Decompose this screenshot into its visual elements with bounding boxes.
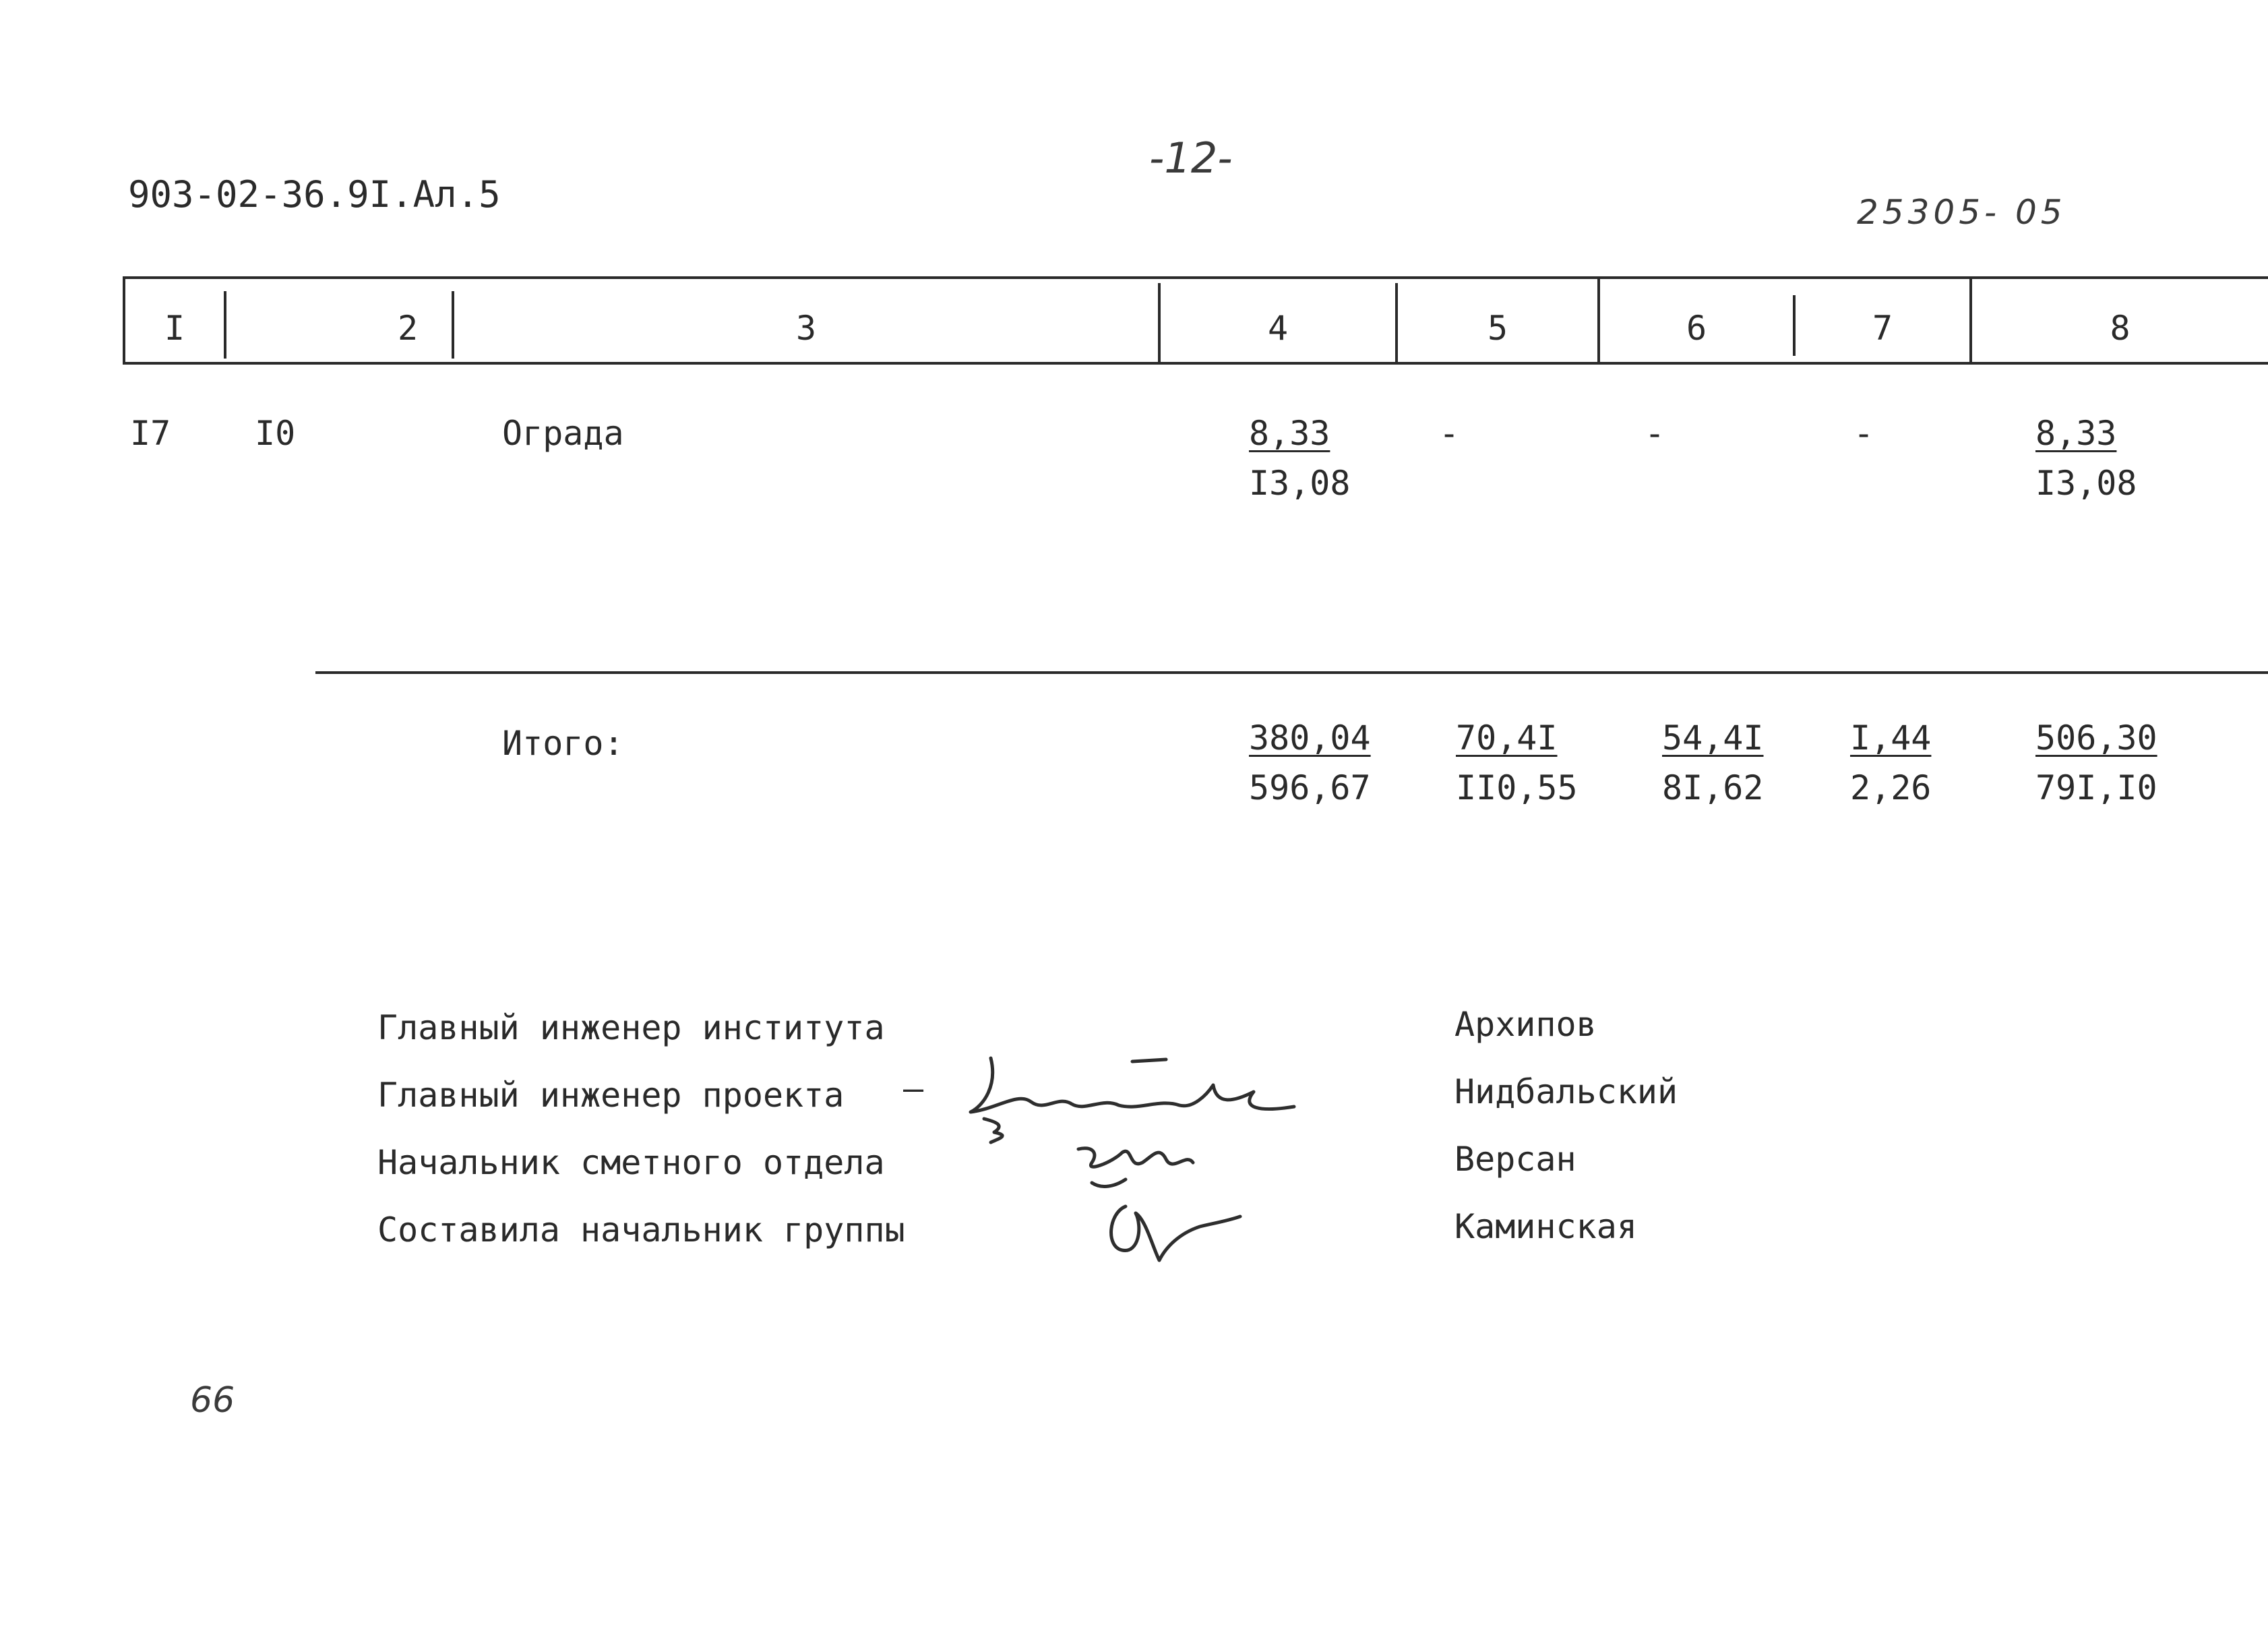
column-number: I: [164, 309, 185, 348]
row-number: I7: [130, 414, 171, 453]
page-number: -12-: [1149, 133, 1233, 183]
signature-role: Главный инженер института: [377, 1008, 885, 1047]
footer-mark: 66: [190, 1380, 235, 1421]
cell-col4: [1249, 414, 1351, 503]
signatory-name: Нидбальский: [1454, 1072, 1678, 1111]
cell-value-bottom: 596,67: [1249, 768, 1371, 807]
total-rule: [315, 671, 2268, 674]
column-number: 3: [795, 309, 817, 348]
signatory-name: Каминская: [1454, 1207, 1637, 1246]
cell-value-bottom: 79I,I0: [2035, 768, 2157, 807]
cell-value-top: 506,30: [2035, 718, 2157, 758]
row-name: Ограда: [502, 414, 624, 453]
column-number: 7: [1872, 309, 1893, 348]
column-number: 6: [1686, 309, 1707, 348]
signatory-name: Архипов: [1454, 1005, 1597, 1044]
total-col4: [1249, 718, 1371, 807]
cell-value-top: 8,33: [1249, 414, 1330, 453]
document-code: 903-02-36.9I.Ал.5: [128, 173, 501, 216]
cell-value-top: 8,33: [2035, 414, 2117, 453]
dash: –: [903, 1069, 924, 1108]
cell-col8: [2035, 414, 2137, 503]
inventory-number: 25305- 05: [1857, 193, 2066, 232]
row-code: I0: [255, 414, 296, 453]
signature-role: Главный инженер проекта: [377, 1076, 845, 1115]
column-number: 5: [1487, 309, 1508, 348]
handwritten-signatures: [957, 1045, 1308, 1287]
signature-role: Составила начальник группы: [377, 1210, 905, 1250]
total-col7: [1850, 718, 1932, 807]
column-divider: [224, 291, 226, 359]
total-col8: [2035, 718, 2157, 807]
cell-col5: -: [1439, 414, 1460, 453]
cell-value-top: 70,4I: [1456, 718, 1558, 758]
cell-value-bottom: II0,55: [1456, 768, 1578, 807]
total-col6: [1662, 718, 1764, 807]
total-col5: [1456, 718, 1578, 807]
cell-value-top: I,44: [1850, 718, 1932, 758]
cell-value-bottom: I3,08: [2035, 464, 2137, 503]
cell-value-bottom: I3,08: [1249, 464, 1351, 503]
total-label: Итого:: [502, 724, 624, 763]
column-number: 2: [398, 309, 419, 348]
cell-value-bottom: 2,26: [1850, 768, 1932, 807]
column-number: 4: [1267, 309, 1289, 348]
signatory-name: Версан: [1454, 1140, 1576, 1179]
cell-value-top: 380,04: [1249, 718, 1371, 758]
table-header-bottom-rule: [123, 362, 2268, 365]
column-number: 8: [2110, 309, 2131, 348]
signature-role: Начальник сметного отдела: [377, 1143, 885, 1182]
cell-value-bottom: 8I,62: [1662, 768, 1764, 807]
cell-value-top: 54,4I: [1662, 718, 1764, 758]
cell-col7: -: [1853, 414, 1874, 453]
cell-col6: -: [1645, 414, 1665, 453]
table-top-rule: [123, 276, 2268, 279]
